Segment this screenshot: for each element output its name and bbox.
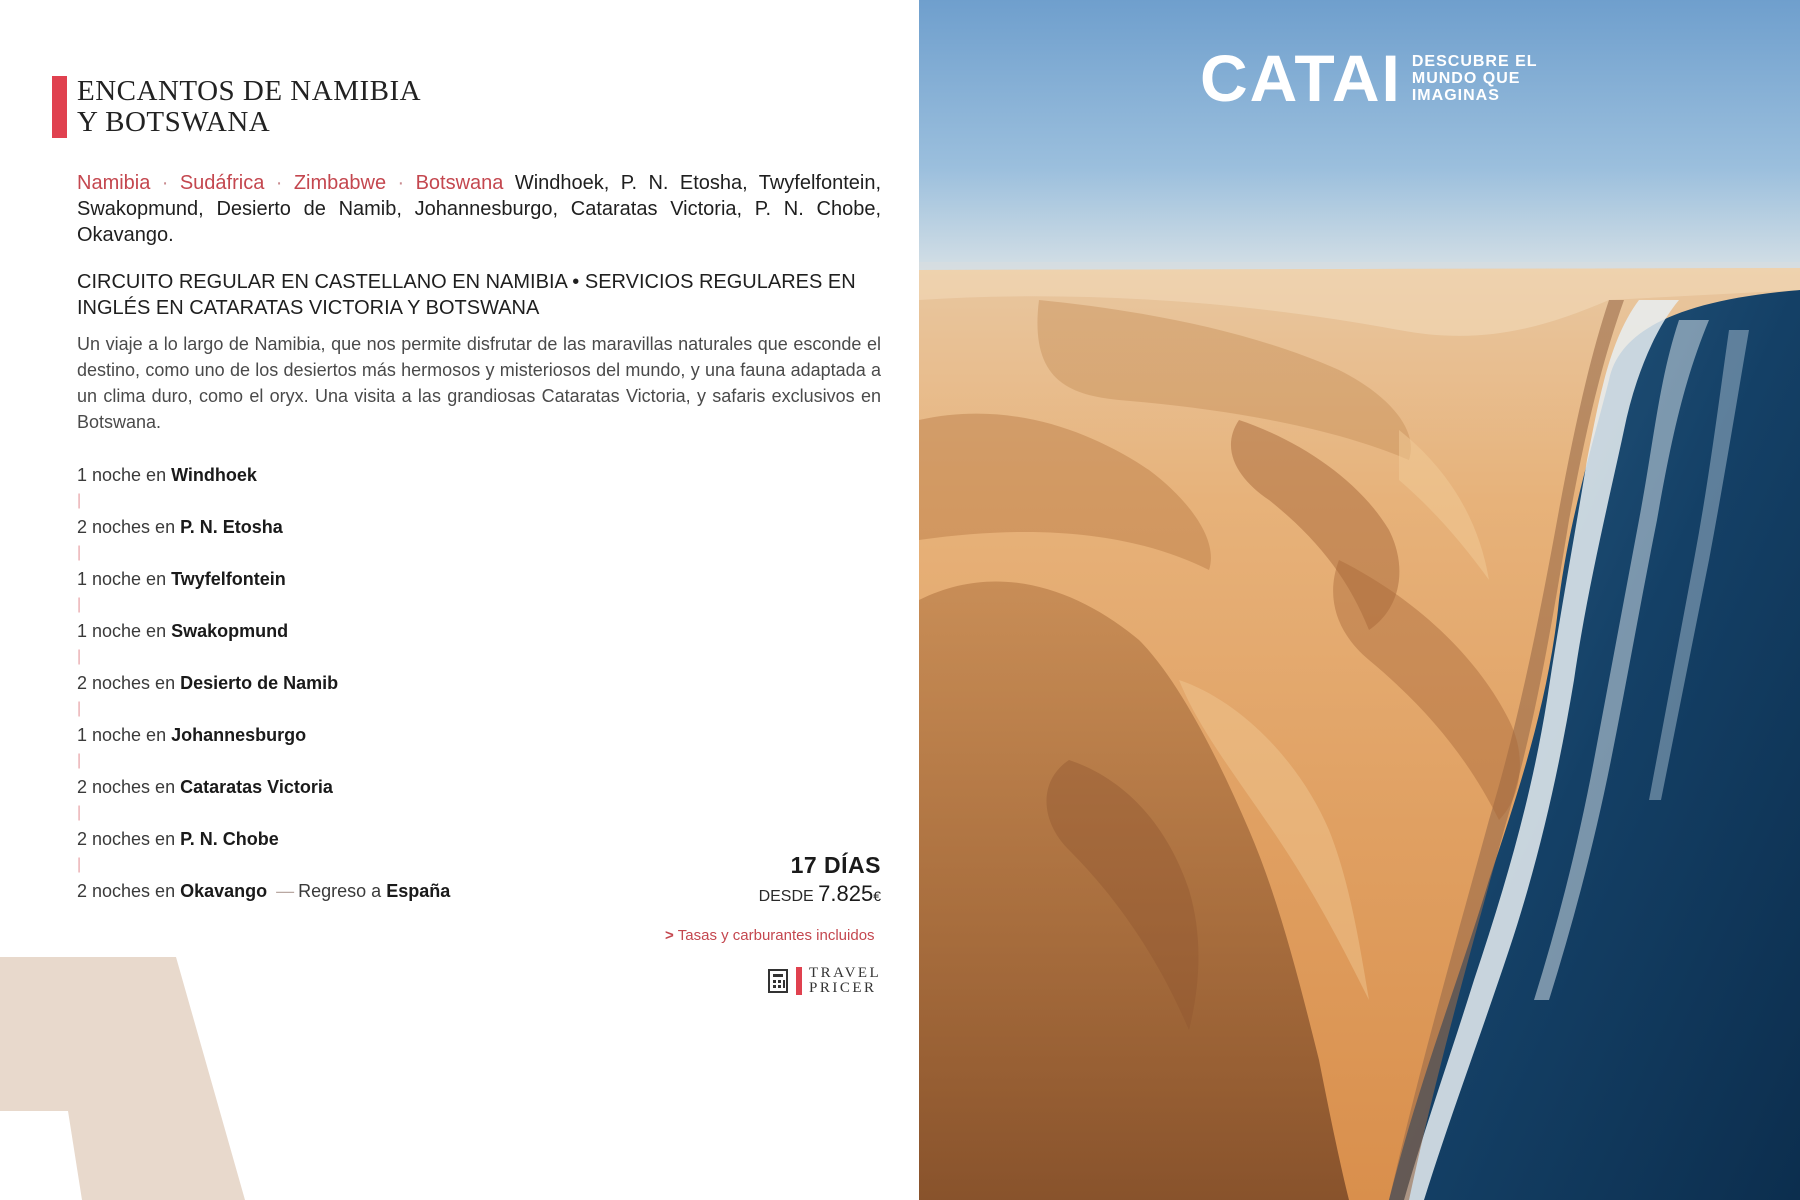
logo-wordmark: CATAI	[1200, 41, 1402, 115]
title-accent-bar	[52, 76, 67, 138]
stop-nights: 2 noches en	[77, 517, 176, 537]
places-list: Windhoek, P. N. Etosha, Twyfelfontein, Swakopmund, Desierto de Namib, Johannesburgo, Cataratas Victoria, P. N. Chobe, Okavango.	[77, 172, 882, 246]
itinerary-list	[77, 462, 450, 904]
itinerary-separator: |	[77, 804, 82, 821]
stop-place: Cataratas Victoria	[180, 777, 333, 797]
country-separator: ·	[386, 172, 416, 194]
itinerary-stop	[77, 670, 450, 696]
stop-nights: 2 noches en	[77, 829, 176, 849]
countries-list	[77, 172, 515, 194]
price-row	[581, 881, 881, 907]
stop-dash: —	[276, 881, 295, 901]
price-block	[581, 852, 881, 907]
itinerary-stop	[77, 878, 450, 904]
services-heading: CIRCUITO REGULAR EN CASTELLANO EN NAMIBIA • SERVICIOS REGULARES EN INGLÉS EN CATARATAS VICTORIA Y BOTSWANA	[77, 271, 856, 319]
itinerary-separator: |	[77, 856, 82, 873]
travel-pricer-text	[809, 966, 881, 996]
stop-nights: 2 noches en	[77, 881, 176, 901]
tagline-line-2: MUNDO QUE	[1411, 69, 1521, 87]
country-3: Zimbabwe	[293, 172, 387, 194]
stop-nights: 1 noche en	[77, 465, 167, 485]
stop-place: Twyfelfontein	[171, 569, 286, 589]
decorative-shape	[0, 957, 245, 1200]
stop-place: Okavango	[180, 881, 268, 901]
stop-nights: 1 noche en	[77, 621, 167, 641]
itinerary-stop	[77, 722, 450, 748]
stop-place: P. N. Etosha	[180, 517, 283, 537]
travel-pricer-accent-bar	[796, 967, 802, 995]
stop-place: Johannesburgo	[171, 725, 307, 745]
catai-logo[interactable]	[1200, 41, 1538, 115]
desert-coast-photo	[919, 0, 1800, 1200]
itinerary-separator: |	[77, 752, 82, 769]
tagline-line-1: DESCUBRE EL	[1411, 52, 1538, 70]
itinerary-stop	[77, 462, 450, 488]
trip-days: 17 DÍAS	[790, 852, 881, 878]
itinerary-separator: |	[77, 700, 82, 717]
stop-nights: 1 noche en	[77, 569, 167, 589]
travel-pricer-line-1: TRAVEL	[809, 965, 882, 981]
travel-pricer-line-2: PRICER	[809, 980, 877, 996]
stop-place: Swakopmund	[171, 621, 289, 641]
itinerary-stop	[77, 566, 450, 592]
country-separator: ·	[264, 172, 294, 194]
itinerary-stop	[77, 774, 450, 800]
desde-label: DESDE	[758, 888, 814, 905]
itinerary-separator: |	[77, 596, 82, 613]
stop-nights: 2 noches en	[77, 673, 176, 693]
travel-pricer-logo[interactable]	[768, 966, 881, 996]
stop-place: Desierto de Namib	[180, 673, 339, 693]
country-4: Botswana	[415, 172, 504, 194]
logo-tagline	[1412, 53, 1538, 104]
destinations-paragraph	[77, 170, 881, 248]
price-currency: €	[873, 888, 881, 904]
country-2: Sudáfrica	[179, 172, 265, 194]
itinerary-separator: |	[77, 648, 82, 665]
content-block	[77, 170, 881, 435]
title-line-2: Y BOTSWANA	[77, 106, 271, 138]
price-amount: 7.825	[818, 881, 874, 906]
itinerary-stop	[77, 514, 450, 540]
tagline-line-3: IMAGINAS	[1411, 86, 1500, 104]
country-separator: ·	[150, 172, 180, 194]
title-block	[52, 76, 421, 138]
stop-nights: 2 noches en	[77, 777, 176, 797]
itinerary-stop	[77, 618, 450, 644]
stop-place: Windhoek	[171, 465, 257, 485]
tasas-link[interactable]	[665, 927, 875, 944]
stop-place: P. N. Chobe	[180, 829, 279, 849]
stop-nights: 1 noche en	[77, 725, 167, 745]
itinerary-stop	[77, 826, 450, 852]
tasas-text: Tasas y carburantes incluidos	[677, 927, 875, 944]
return-place: España	[386, 881, 451, 901]
trip-description: Un viaje a lo largo de Namibia, que nos permite disfrutar de las maravillas naturales que esconde el destino, como uno de los desiertos más hermosos y misteriosos del mundo, y una fauna adaptada a un clima duro, como el oryx. Una visita a las grandiosas Cataratas Victoria, y safaris exclusivos en Botswana.	[77, 334, 881, 432]
return-label: Regreso a	[298, 881, 382, 901]
page-title	[77, 76, 421, 138]
calculator-icon	[768, 969, 788, 993]
itinerary-separator: |	[77, 544, 82, 561]
itinerary-separator: |	[77, 492, 82, 509]
title-line-1: ENCANTOS DE NAMIBIA	[77, 75, 422, 107]
desert-coast-illustration	[919, 0, 1800, 1200]
country-1: Namibia	[77, 172, 151, 194]
chevron-right-icon: >	[665, 927, 674, 944]
